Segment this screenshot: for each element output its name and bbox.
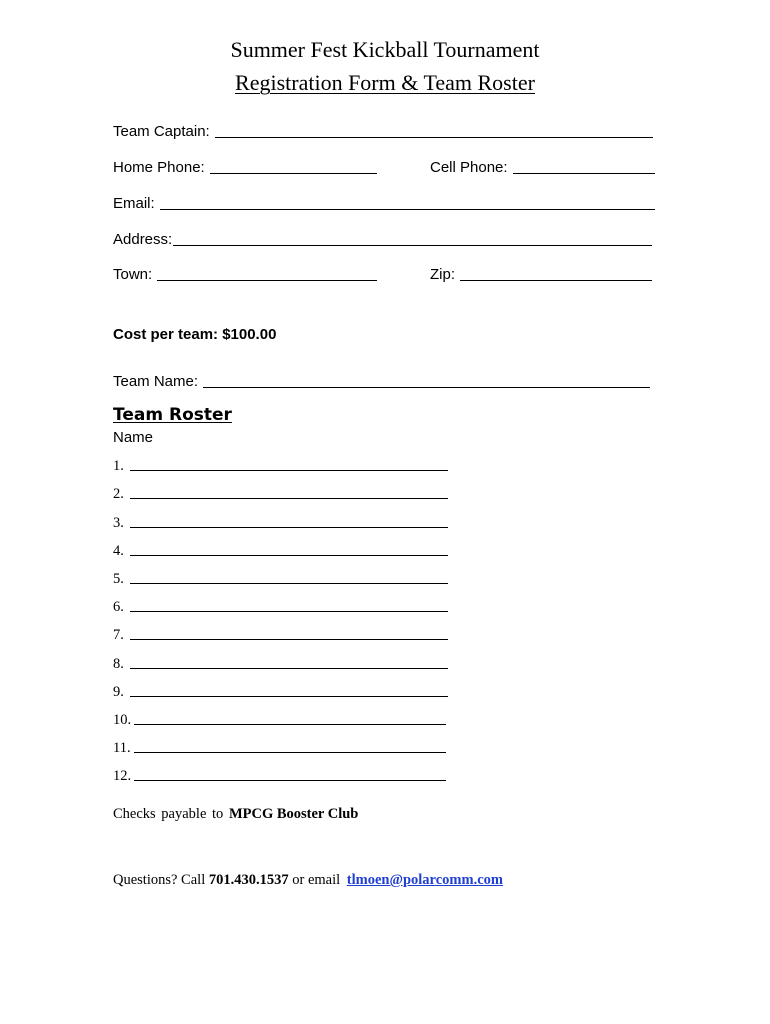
roster-number: 9. [113,683,124,700]
team-captain-field [113,120,653,142]
roster-name-line[interactable] [134,710,446,725]
town-input-line[interactable] [157,264,377,281]
roster-name-line[interactable] [130,654,448,669]
team-captain-label: Team Captain: [113,123,210,140]
email-field [113,192,655,214]
roster-name-line[interactable] [130,513,448,528]
roster-row [113,645,453,673]
form-subtitle: Registration Form & Team Roster [235,70,535,95]
roster-name-line[interactable] [130,625,448,640]
roster-name-line[interactable] [130,484,448,499]
roster-number: 7. [113,627,124,644]
address-input-line[interactable] [173,229,652,246]
roster-row [113,589,453,617]
zip-field [430,263,652,285]
roster-row [113,758,453,786]
checks-payable-note [113,806,358,823]
roster-name-line[interactable] [130,569,448,584]
roster-number: 6. [113,599,124,616]
home-phone-field [113,156,377,178]
questions-text: Questions? Call [113,872,206,888]
roster-row [113,674,453,702]
roster-name-line[interactable] [134,738,446,753]
roster-row [113,448,453,476]
roster-row [113,561,453,589]
team-name-label: Team Name: [113,373,199,390]
team-roster-heading: Team Roster [113,405,232,425]
checks-payable-text: Checks payable to [113,806,224,822]
roster-name-line[interactable] [134,766,446,781]
roster-number: 10. [113,711,132,728]
roster-name-column-header: Name [113,429,154,446]
questions-or-email-text: or email [292,872,341,888]
roster-name-line[interactable] [130,541,448,556]
team-name-field [113,370,650,392]
home-phone-label: Home Phone: [113,159,205,176]
team-name-input-line[interactable] [203,371,650,388]
cell-phone-field [430,156,655,178]
checks-payee: MPCG Booster Club [228,806,359,822]
roster-number: 8. [113,655,124,672]
questions-note [113,872,503,889]
town-field [113,263,377,285]
email-label: Email: [113,195,155,212]
town-label: Town: [113,266,153,283]
zip-label: Zip: [430,266,456,283]
zip-input-line[interactable] [460,264,652,281]
roster-row [113,702,453,730]
roster-row [113,617,453,645]
roster-name-line[interactable] [130,597,448,612]
cost-per-team: Cost per team: $100.00 [113,326,277,343]
roster-row [113,476,453,504]
cell-phone-input-line[interactable] [513,157,655,174]
address-field [113,228,652,250]
roster-row [113,504,453,532]
roster-number: 12. [113,768,132,785]
home-phone-input-line[interactable] [210,157,377,174]
address-label: Address: [113,231,173,248]
roster-name-line[interactable] [130,456,448,471]
contact-phone: 701.430.1537 [208,872,289,888]
cell-phone-label: Cell Phone: [430,159,508,176]
team-captain-input-line[interactable] [215,121,653,138]
roster-number: 1. [113,458,124,475]
roster-row [113,533,453,561]
roster-list [113,448,453,786]
form-title: Summer Fest Kickball Tournament [230,37,540,62]
roster-row [113,730,453,758]
roster-number: 11. [113,740,131,757]
roster-number: 5. [113,570,124,587]
roster-number: 3. [113,514,124,531]
roster-name-line[interactable] [130,682,448,697]
roster-number: 4. [113,542,124,559]
email-input-line[interactable] [160,193,655,210]
contact-email-link[interactable]: tlmoen@polarcomm.com [346,872,503,888]
roster-number: 2. [113,486,124,503]
